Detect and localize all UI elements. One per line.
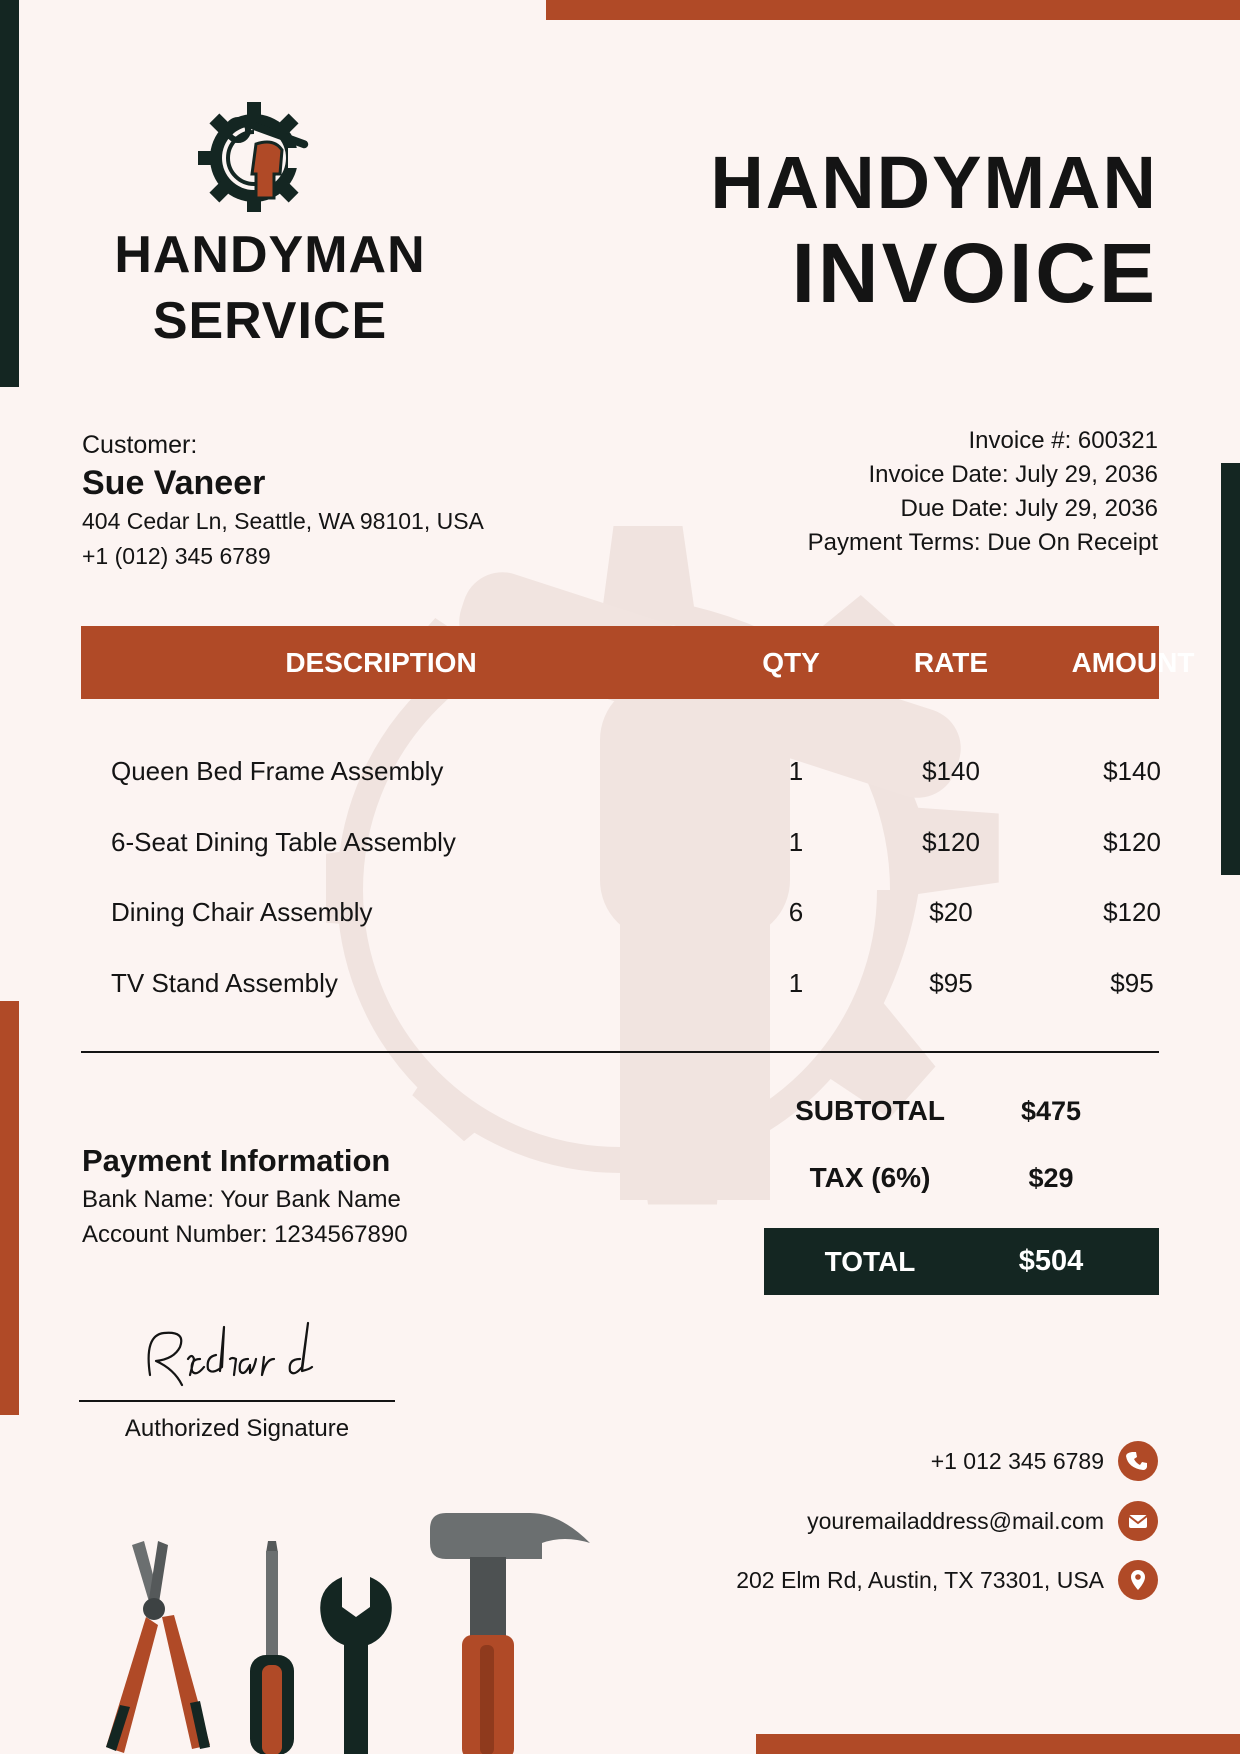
brand-name-line1: HANDYMAN: [114, 226, 426, 284]
table-divider: [81, 1051, 1159, 1053]
screwdriver-icon: [250, 1541, 294, 1754]
subtotal-label: SUBTOTAL: [795, 1095, 945, 1126]
gear-fist-wrench-logo: [196, 100, 314, 212]
map-pin-icon: [1118, 1560, 1158, 1600]
row-description: TV Stand Assembly: [111, 968, 338, 998]
row-rate: $140: [922, 756, 980, 786]
wrench-icon: [320, 1577, 392, 1754]
customer-block: [82, 428, 602, 574]
row-description: Dining Chair Assembly: [111, 897, 373, 927]
row-rate: $95: [929, 968, 973, 998]
due-date: Due Date: July 29, 2036: [900, 495, 1158, 522]
total-label: TOTAL: [824, 1246, 916, 1277]
left-dark-bar: [0, 0, 19, 387]
left-accent-bar: [0, 1001, 19, 1415]
table-row: [81, 736, 1159, 806]
customer-label: Customer:: [82, 431, 198, 459]
row-amount: $120: [1103, 897, 1161, 927]
row-amount: $140: [1103, 756, 1161, 786]
top-accent-bar: [546, 0, 1240, 20]
header-qty: QTY: [762, 647, 820, 678]
customer-address: 404 Cedar Ln, Seattle, WA 98101, USA: [82, 508, 484, 534]
row-rate: $120: [922, 827, 980, 857]
row-qty: 1: [788, 756, 804, 786]
pliers-icon: [106, 1541, 210, 1753]
contact-address-text: 202 Elm Rd, Austin, TX 73301, USA: [736, 1567, 1104, 1593]
contact-email-text: youremailaddress@mail.com: [807, 1508, 1104, 1534]
contact-phone: [458, 1441, 1158, 1481]
hammer-icon: [430, 1513, 590, 1754]
invoice-title-line2: INVOICE: [791, 226, 1158, 320]
row-qty: 6: [788, 897, 804, 927]
table-row: [81, 948, 1159, 1018]
payment-info: [82, 1140, 602, 1252]
row-qty: 1: [788, 968, 804, 998]
payment-terms: Payment Terms: Due On Receipt: [807, 529, 1158, 556]
customer-name: Sue Vaneer: [82, 464, 266, 502]
row-description: Queen Bed Frame Assembly: [111, 756, 444, 786]
envelope-icon: [1118, 1501, 1158, 1541]
table-row: [81, 807, 1159, 877]
bottom-accent-bar: [756, 1734, 1240, 1754]
row-amount: $95: [1110, 968, 1154, 998]
row-amount: $120: [1103, 827, 1161, 857]
total-box: [764, 1228, 1159, 1295]
table-header: [81, 626, 1195, 699]
row-description: 6-Seat Dining Table Assembly: [111, 827, 456, 857]
invoice-title: [518, 138, 1158, 318]
invoice-date: Invoice Date: July 29, 2036: [868, 461, 1158, 488]
payment-heading: Payment Information: [82, 1143, 391, 1178]
bank-name: Bank Name: Your Bank Name: [82, 1186, 401, 1213]
account-number: Account Number: 1234567890: [82, 1221, 408, 1248]
header-amount: AMOUNT: [1071, 647, 1195, 678]
row-qty: 1: [788, 827, 804, 857]
invoice-title-line1: HANDYMAN: [710, 141, 1158, 224]
table-row: [81, 877, 1159, 947]
brand-name-line2: SERVICE: [152, 292, 388, 350]
handwritten-signature: [130, 1315, 350, 1395]
row-rate: $20: [929, 897, 973, 927]
total-value: $504: [1018, 1245, 1084, 1277]
tools-illustration: [80, 1505, 600, 1754]
customer-phone: +1 (012) 345 6789: [82, 543, 271, 569]
phone-icon: [1118, 1441, 1158, 1481]
tax-label: TAX (6%): [809, 1162, 931, 1193]
contact-phone-text: +1 012 345 6789: [930, 1448, 1104, 1474]
signature-line: [79, 1400, 395, 1402]
signature-label: Authorized Signature: [124, 1415, 350, 1442]
header-rate: RATE: [913, 647, 989, 678]
brand-name: [90, 222, 450, 354]
invoice-meta: [638, 424, 1158, 560]
subtotal-value: $475: [1020, 1096, 1082, 1126]
tax-value: $29: [1028, 1163, 1074, 1193]
header-description: DESCRIPTION: [285, 647, 477, 678]
invoice-number: Invoice #: 600321: [968, 427, 1158, 454]
